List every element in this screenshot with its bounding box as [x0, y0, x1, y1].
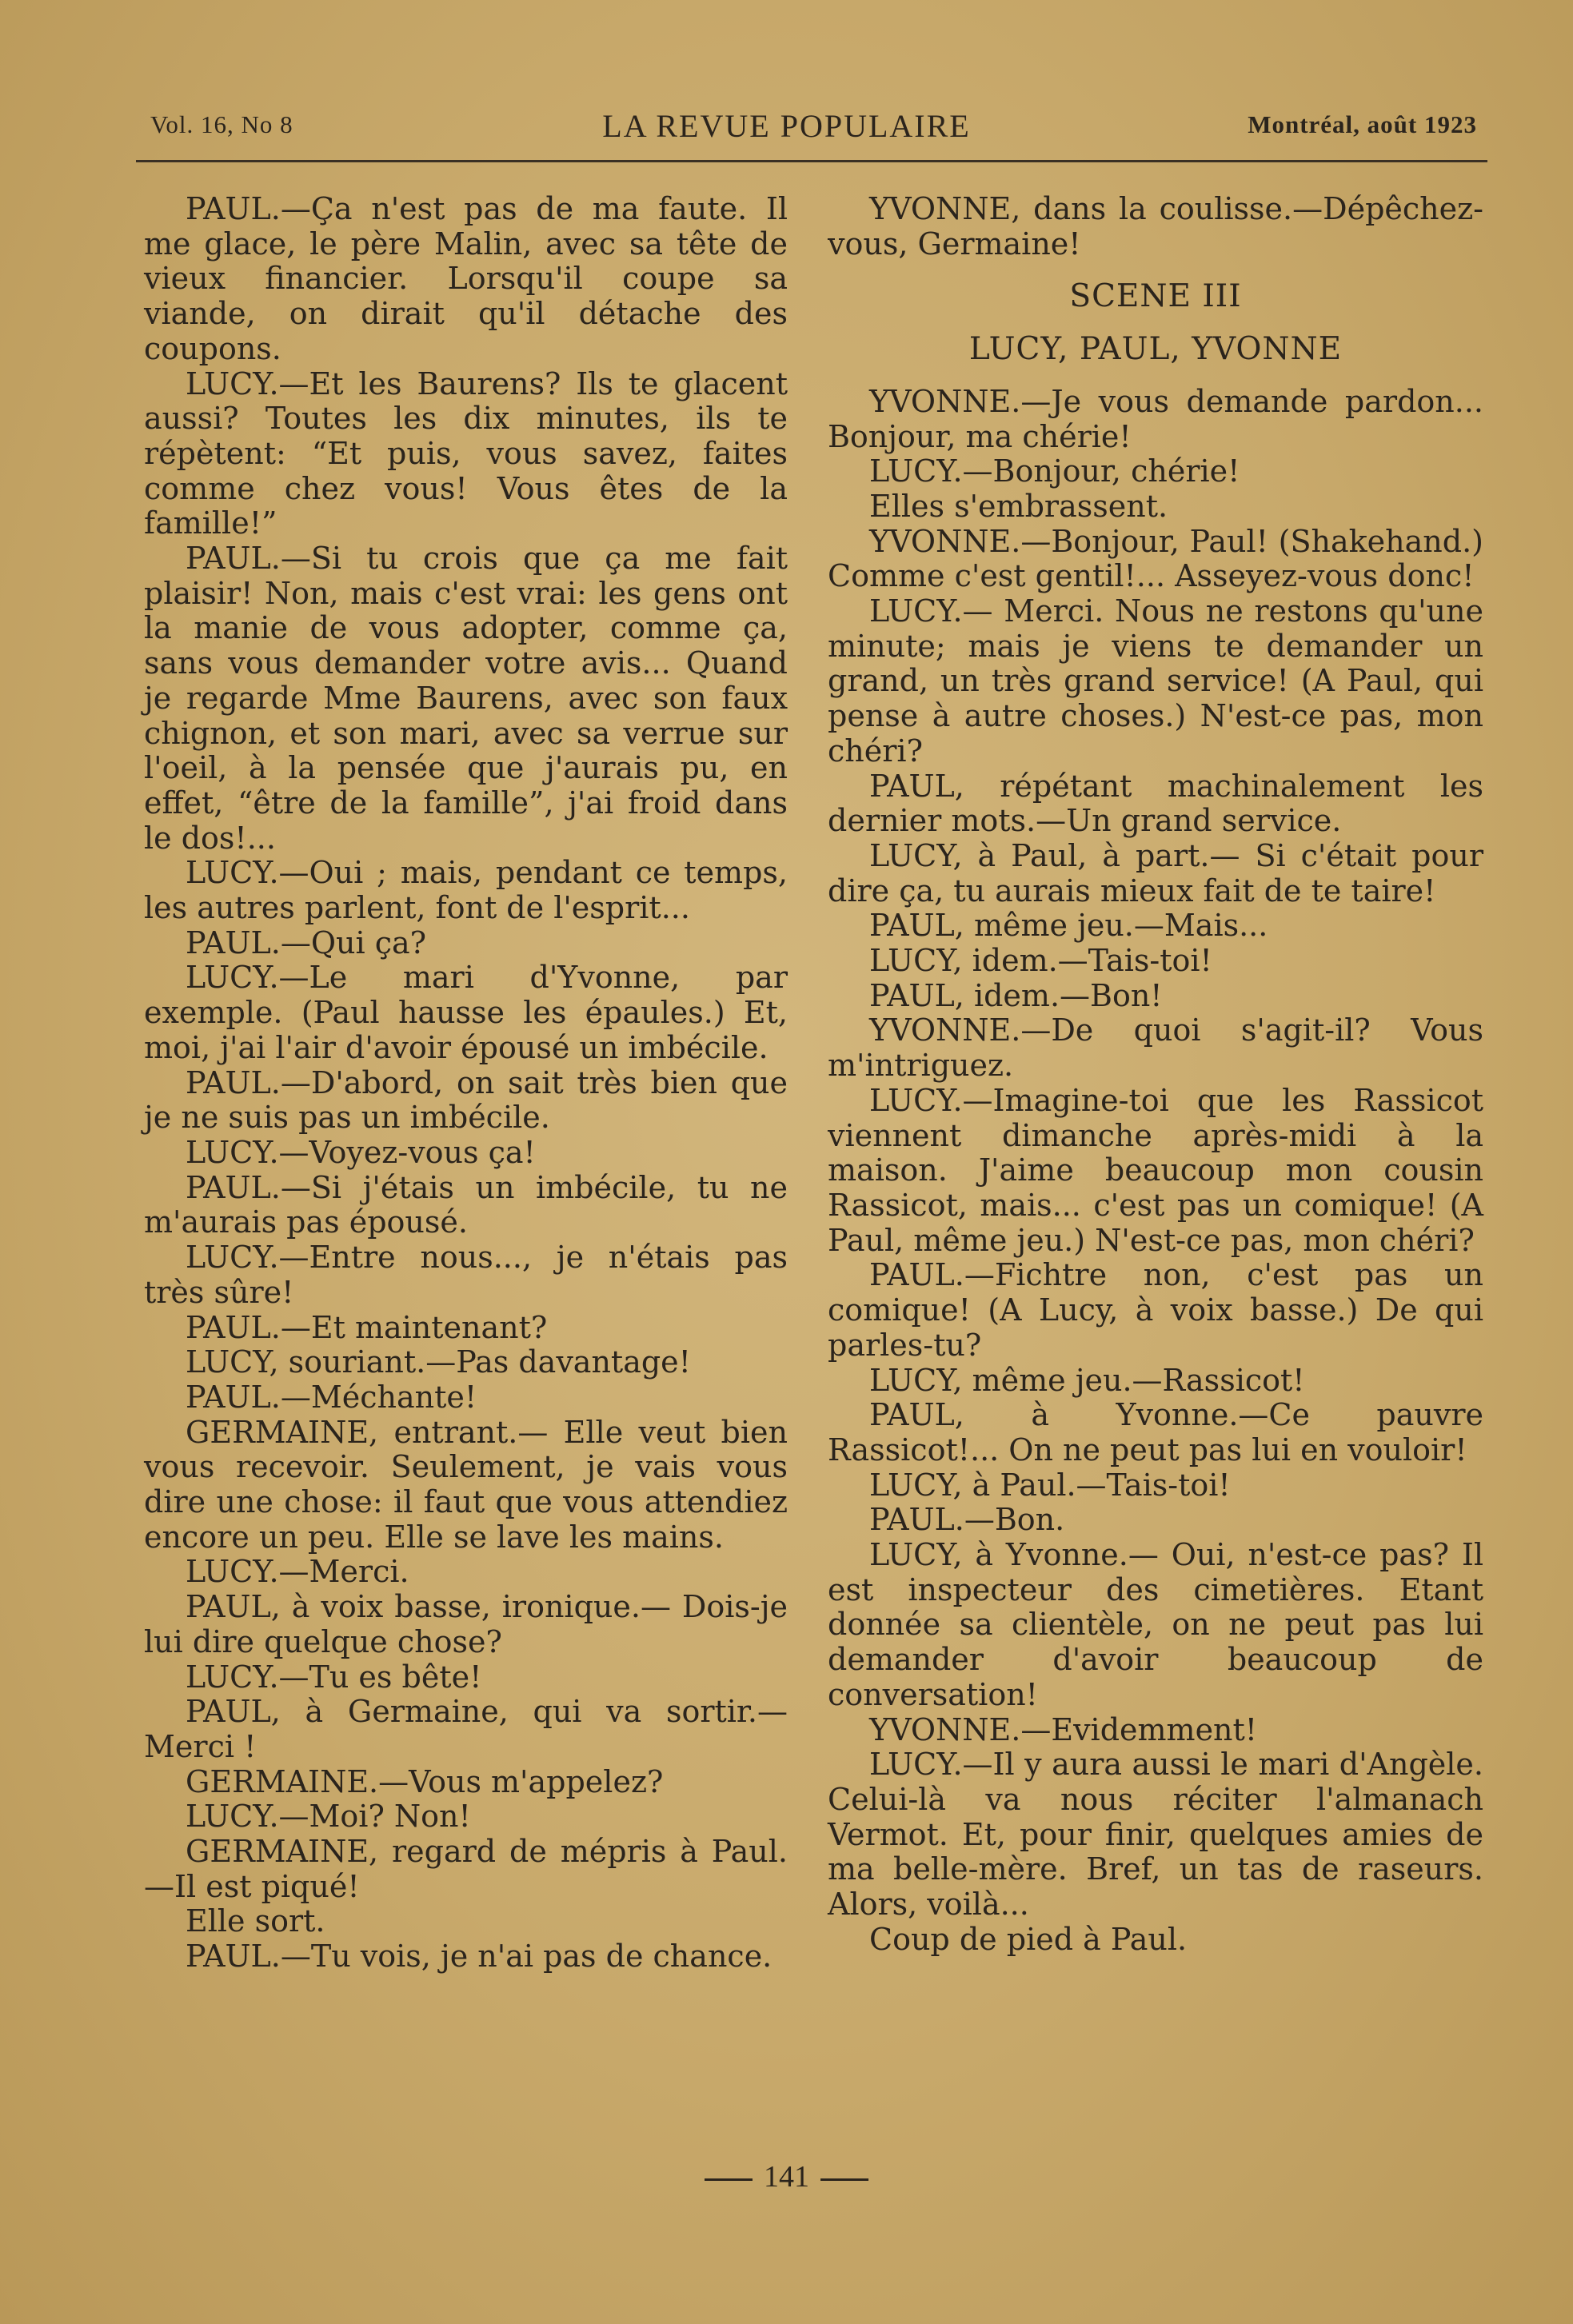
paragraph: LUCY.— Merci. Nous ne restons qu'une minute; mais je viens te demander un grand, un très grand service! (A Paul, qui pense à autre choses.) N'est-ce pas, mon chéri?	[828, 593, 1483, 769]
paragraph: YVONNE.—De quoi s'agit-il? Vous m'intriguez.	[828, 1012, 1483, 1084]
paragraph: LUCY, à Paul, à part.— Si c'était pour dire ça, tu aurais mieux fait de te taire!	[828, 837, 1483, 908]
paragraph: PAUL, même jeu.—Mais...	[869, 908, 1268, 944]
paragraph: LUCY.—Il y aura aussi le mari d'Angèle. Celui-là va nous réciter l'almanach Vermot. Et, pour finir, quelques amies de ma belle-mère. Bref, un tas de raseurs. Alors, voilà...	[828, 1747, 1483, 1923]
paragraph: PAUL, répétant machinalement les dernier mots.—Un grand service.	[828, 768, 1483, 839]
paragraph: LUCY.—Imagine-toi que les Rassicot viennent dimanche après-midi à la maison. J'aime beaucoup mon cousin Rassicot, mais... c'est pas un comique! (A Paul, même jeu.) N'est-ce pas, mon chéri?	[828, 1082, 1483, 1258]
paragraph: LUCY.—Entre nous..., je n'étais pas très sûre!	[144, 1240, 788, 1310]
issue-number: Vol. 16, No 8	[150, 110, 293, 138]
paragraph: LUCY, souriant.—Pas davantage!	[186, 1344, 691, 1380]
paragraph: Elles s'embrassent.	[869, 488, 1168, 524]
paragraph: PAUL.—Bon.	[869, 1502, 1065, 1538]
paragraph: GERMAINE, entrant.— Elle veut bien vous recevoir. Seulement, je vais vous dire une chose: il faut que vous attendiez encore un peu. Elle se lave les mains.	[144, 1414, 788, 1555]
page-footer	[0, 2159, 1573, 2194]
paragraph: GERMAINE.—Vous m'appelez?	[186, 1763, 664, 1799]
paragraph: LUCY.—Merci.	[186, 1554, 409, 1590]
page-number: 141	[764, 2160, 809, 2194]
paragraph: PAUL.—Ça n'est pas de ma faute. Il me glace, le père Malin, avec sa tête de vieux financier. Lorsqu'il coupe sa viande, on dirait qu'il détache des coupons.	[144, 191, 788, 366]
paragraph: PAUL, à Germaine, qui va sortir.— Merci !	[144, 1694, 788, 1764]
paragraph: LUCY.—Moi? Non!	[186, 1799, 471, 1835]
scene-title: SCENE III	[1069, 278, 1242, 315]
paragraph: LUCY, à Yvonne.— Oui, n'est-ce pas? Il est inspecteur des cimetières. Etant donnée sa clientèle, on ne peut pas lui demander d'avoir beaucoup de conversation!	[828, 1537, 1483, 1712]
paragraph: GERMAINE, regard de mépris à Paul.—Il est piqué!	[144, 1834, 788, 1904]
paragraph: PAUL.—Tu vois, je n'ai pas de chance.	[186, 1939, 773, 1975]
paragraph: PAUL.—Méchante!	[186, 1379, 477, 1415]
paragraph: YVONNE.—Bonjour, Paul! (Shakehand.) Comme c'est gentil!... Asseyez-vous donc!	[828, 523, 1483, 594]
paragraph: Coup de pied à Paul.	[869, 1921, 1188, 1957]
paragraph: LUCY, même jeu.—Rassicot!	[869, 1362, 1305, 1398]
paragraph: YVONNE, dans la coulisse.—Dépêchez-vous, Germaine!	[828, 191, 1483, 262]
paragraph: LUCY, à Paul.—Tais-toi!	[869, 1467, 1231, 1503]
paragraph: LUCY.—Bonjour, chérie!	[869, 453, 1240, 489]
header-rule	[136, 160, 1487, 162]
left-column	[144, 192, 788, 1975]
paragraph: Elle sort.	[186, 1903, 325, 1939]
paragraph: YVONNE.—Evidemment!	[869, 1711, 1258, 1747]
paragraph: LUCY.—Et les Baurens? Ils te glacent aussi? Toutes les dix minutes, ils te répètent: “Et puis, vous savez, faites comme chez vous! Vous êtes de la famille!”	[144, 365, 788, 541]
paragraph: LUCY, idem.—Tais-toi!	[869, 943, 1212, 979]
paragraph: LUCY.—Tu es bête!	[186, 1659, 482, 1695]
paragraph: LUCY.—Voyez-vous ça!	[186, 1134, 536, 1170]
paragraph: PAUL, à voix basse, ironique.— Dois-je lui dire quelque chose?	[144, 1589, 788, 1659]
paragraph: PAUL.—D'abord, on sait très bien que je ne suis pas un imbécile.	[144, 1064, 788, 1136]
paragraph: YVONNE.—Je vous demande pardon... Bonjour, ma chérie!	[828, 383, 1483, 454]
issue-date: Montréal, août 1923	[1248, 110, 1477, 138]
footer-dash-left	[705, 2178, 753, 2181]
paragraph: PAUL.—Si tu crois que ça me fait plaisir! Non, mais c'est vrai: les gens ont la manie de vous adopter, comme ça, sans vous demander votre avis... Quand je regarde Mme Baurens, avec son faux chignon, et son mari, avec sa verrue sur l'oeil, à la pensée que j'aurais pu, en effet, “être de la famille”, j'ai froid dans le dos!...	[144, 541, 788, 856]
paragraph: PAUL.—Fichtre non, c'est pas un comique! (A Lucy, à voix basse.) De qui parles-tu?	[828, 1257, 1483, 1363]
paragraph: LUCY.—Le mari d'Yvonne, par exemple. (Paul hausse les épaules.) Et, moi, j'ai l'air d'avoir épousé un imbécile.	[144, 960, 788, 1065]
paragraph: PAUL, à Yvonne.—Ce pauvre Rassicot!... On ne peut pas lui en vouloir!	[828, 1397, 1483, 1467]
paragraph: PAUL.—Si j'étais un imbécile, tu ne m'aurais pas épousé.	[144, 1169, 788, 1240]
paragraph: PAUL.—Et maintenant?	[186, 1309, 548, 1345]
paragraph: LUCY.—Oui ; mais, pendant ce temps, les autres parlent, font de l'esprit...	[144, 855, 788, 926]
scene-characters: LUCY, PAUL, YVONNE	[968, 331, 1343, 368]
paragraph: PAUL, idem.—Bon!	[869, 977, 1163, 1013]
paragraph: PAUL.—Qui ça?	[186, 924, 427, 960]
footer-dash-right	[820, 2178, 868, 2181]
right-column	[828, 192, 1483, 1957]
publication-title: LA REVUE POPULAIRE	[602, 108, 971, 144]
